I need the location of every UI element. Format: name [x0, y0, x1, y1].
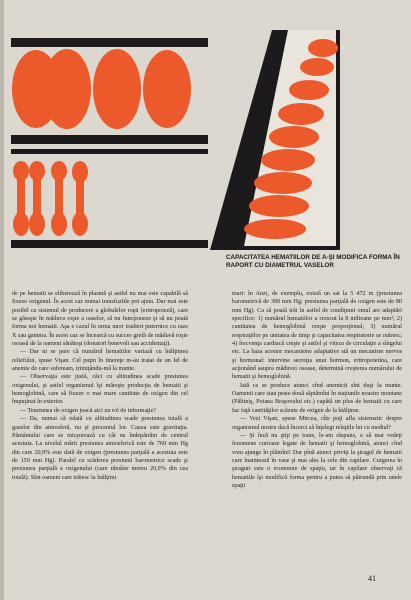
- deformed-cell-column: [13, 161, 29, 236]
- red-blood-cells-illustration: [0, 0, 411, 252]
- red-blood-cell: [43, 49, 91, 129]
- article-column-right: [232, 290, 402, 490]
- dark-band: [11, 135, 208, 144]
- paragraph: — Observaţia este justă, căci cu altitudinea scade presiunea oxigenului, şi astfel organismul îşi măreşte producţia de hematii şi hemoglobină, care să fixeze o mai mare cantitate de oxigen din cel împuţinat în exterior.: [12, 374, 188, 406]
- paragraph: — Vezi Vişan, spuse Mircea, cîte poţi afla sistematic despre organismul nostru dacă încerci să înţelegi relaţiile lui cu mediul?: [232, 416, 402, 431]
- paragraph: — Tensiunea de oxigen joacă aici un rol de informaţie?: [20, 407, 157, 414]
- paragraph: — Dar ni se pare că numărul hematiilor variază cu înălţimea reliefului, spuse Vişan. Cel puţin în tinereţe m-au tratat de un fel de anemie de care sufeream, trimiţându-mă la munte.: [12, 349, 188, 373]
- paragraph: de pe hematii se eliberează în plasmă şi astfel nu mai este capabilă să fixeze oxigenul. În acest caz numai transfuziile pot ajuta. Dar mai este posibil ca sistemul de producere a globulelor roşii (eritropoieză), care se găseşte în măduva roşie a oaselor, să nu funcţioneze şi să nu poată forma noi hematii. Aşa e cazul în urma unor iradieri puternice cu raze X sau gamma. În acest caz se încearcă cu succes grefă de măduvă roşie osoasă de la oameni sănătoşi (donatori benevoli sau accidentaţi).: [12, 291, 188, 348]
- paragraph: mari: în Anzi, de exemplu, există un sat la 5 472 m (presiunea barometrică de 380 mm Hg; presiunea parţială de oxigen este de 80 mm Hg). Ca să poată trăi în astfel de condiţiuni omul are adaptări specifice: 1) numărul hematiilor a crescut la 8 milioane pe mm²; 2) cantitatea de hemoglobină creşte proporţional; 3) numărul respiraţiilor pe unitatea de timp şi capacitatea respiratorie se măresc; 4) frecvenţa cardiacă creşte şi astfel şi viteza de circulaţie a sîngelui etc. La baza acestor mecanisme adaptative stă un mecanism nervos şi hormonal: intervine secreţia unui hormon, eritropoietina, care acţionând asupra măduvei osoase, determină creşterea numărului de hematii şi hemoglobină.: [232, 291, 402, 381]
- page-number: 41: [368, 574, 376, 583]
- red-blood-cell: [93, 49, 141, 129]
- deformed-cell-column: [51, 161, 67, 236]
- figure-caption: CAPACITATEA HEMATIILOR DE A-ŞI MODIFICA FORMA ÎN RAPORT CU DIAMETRUL VASELOR: [226, 254, 400, 269]
- dark-band: [11, 149, 208, 154]
- dark-band: [11, 38, 208, 47]
- paragraph: Iată ce se produce atunci cînd anemicii sînt duşi la munte. Oamenii care stau peste două săptămîni în staţiunile noastre montane (Păltiniş, Poiana Braşovului etc.) capătă un plus de hematii cu care fac faţă cantităţilor scăzute de oxigen de la înălţime.: [232, 382, 402, 414]
- article-column-left: [12, 290, 188, 482]
- paragraph: — Da, numai că odată cu altitudinea scade presiunea totală a gazelor din atmosferă, nu şi procentul lor. Cauza este gravitaţia. Pământului care se micşorează cu cât ne îndepărtăm de centrul acestuia. La nivelul mării presiunea atmosferică este de 760 mm Hg din care 20,9% este dată de oxigen (presiunea parţială a acestuia este de 159 mm Hg). Paralel cu scăderea presiunii barometrice scade şi presiunea parţială a oxigenului (care rămâne mereu 20,9% din cea totală). Sînt oameni care trăiesc la înălţimi: [12, 416, 188, 481]
- paragraph: — Şi încă nu ştiţi pe toate, le-am răspuns, o să mai vedeţi fenomene curioase legate de hematii şi hemoglobină, atunci cînd vom ajunge în plămîni! Dar pînă atunci priviţi la şiragul de hematii care înaintează în vase şi mai ales la cele din capilare. Curgerea în şiraguri este o economie de spaţiu, iar în capilare observaţi că hematiile îşi modifică forma pentru a putea să pătrundă prin unele spaţii: [232, 432, 402, 489]
- deformed-cell-column: [29, 161, 45, 236]
- deformed-cell-column: [72, 161, 88, 236]
- dark-band: [11, 240, 208, 248]
- red-blood-cell: [143, 50, 191, 128]
